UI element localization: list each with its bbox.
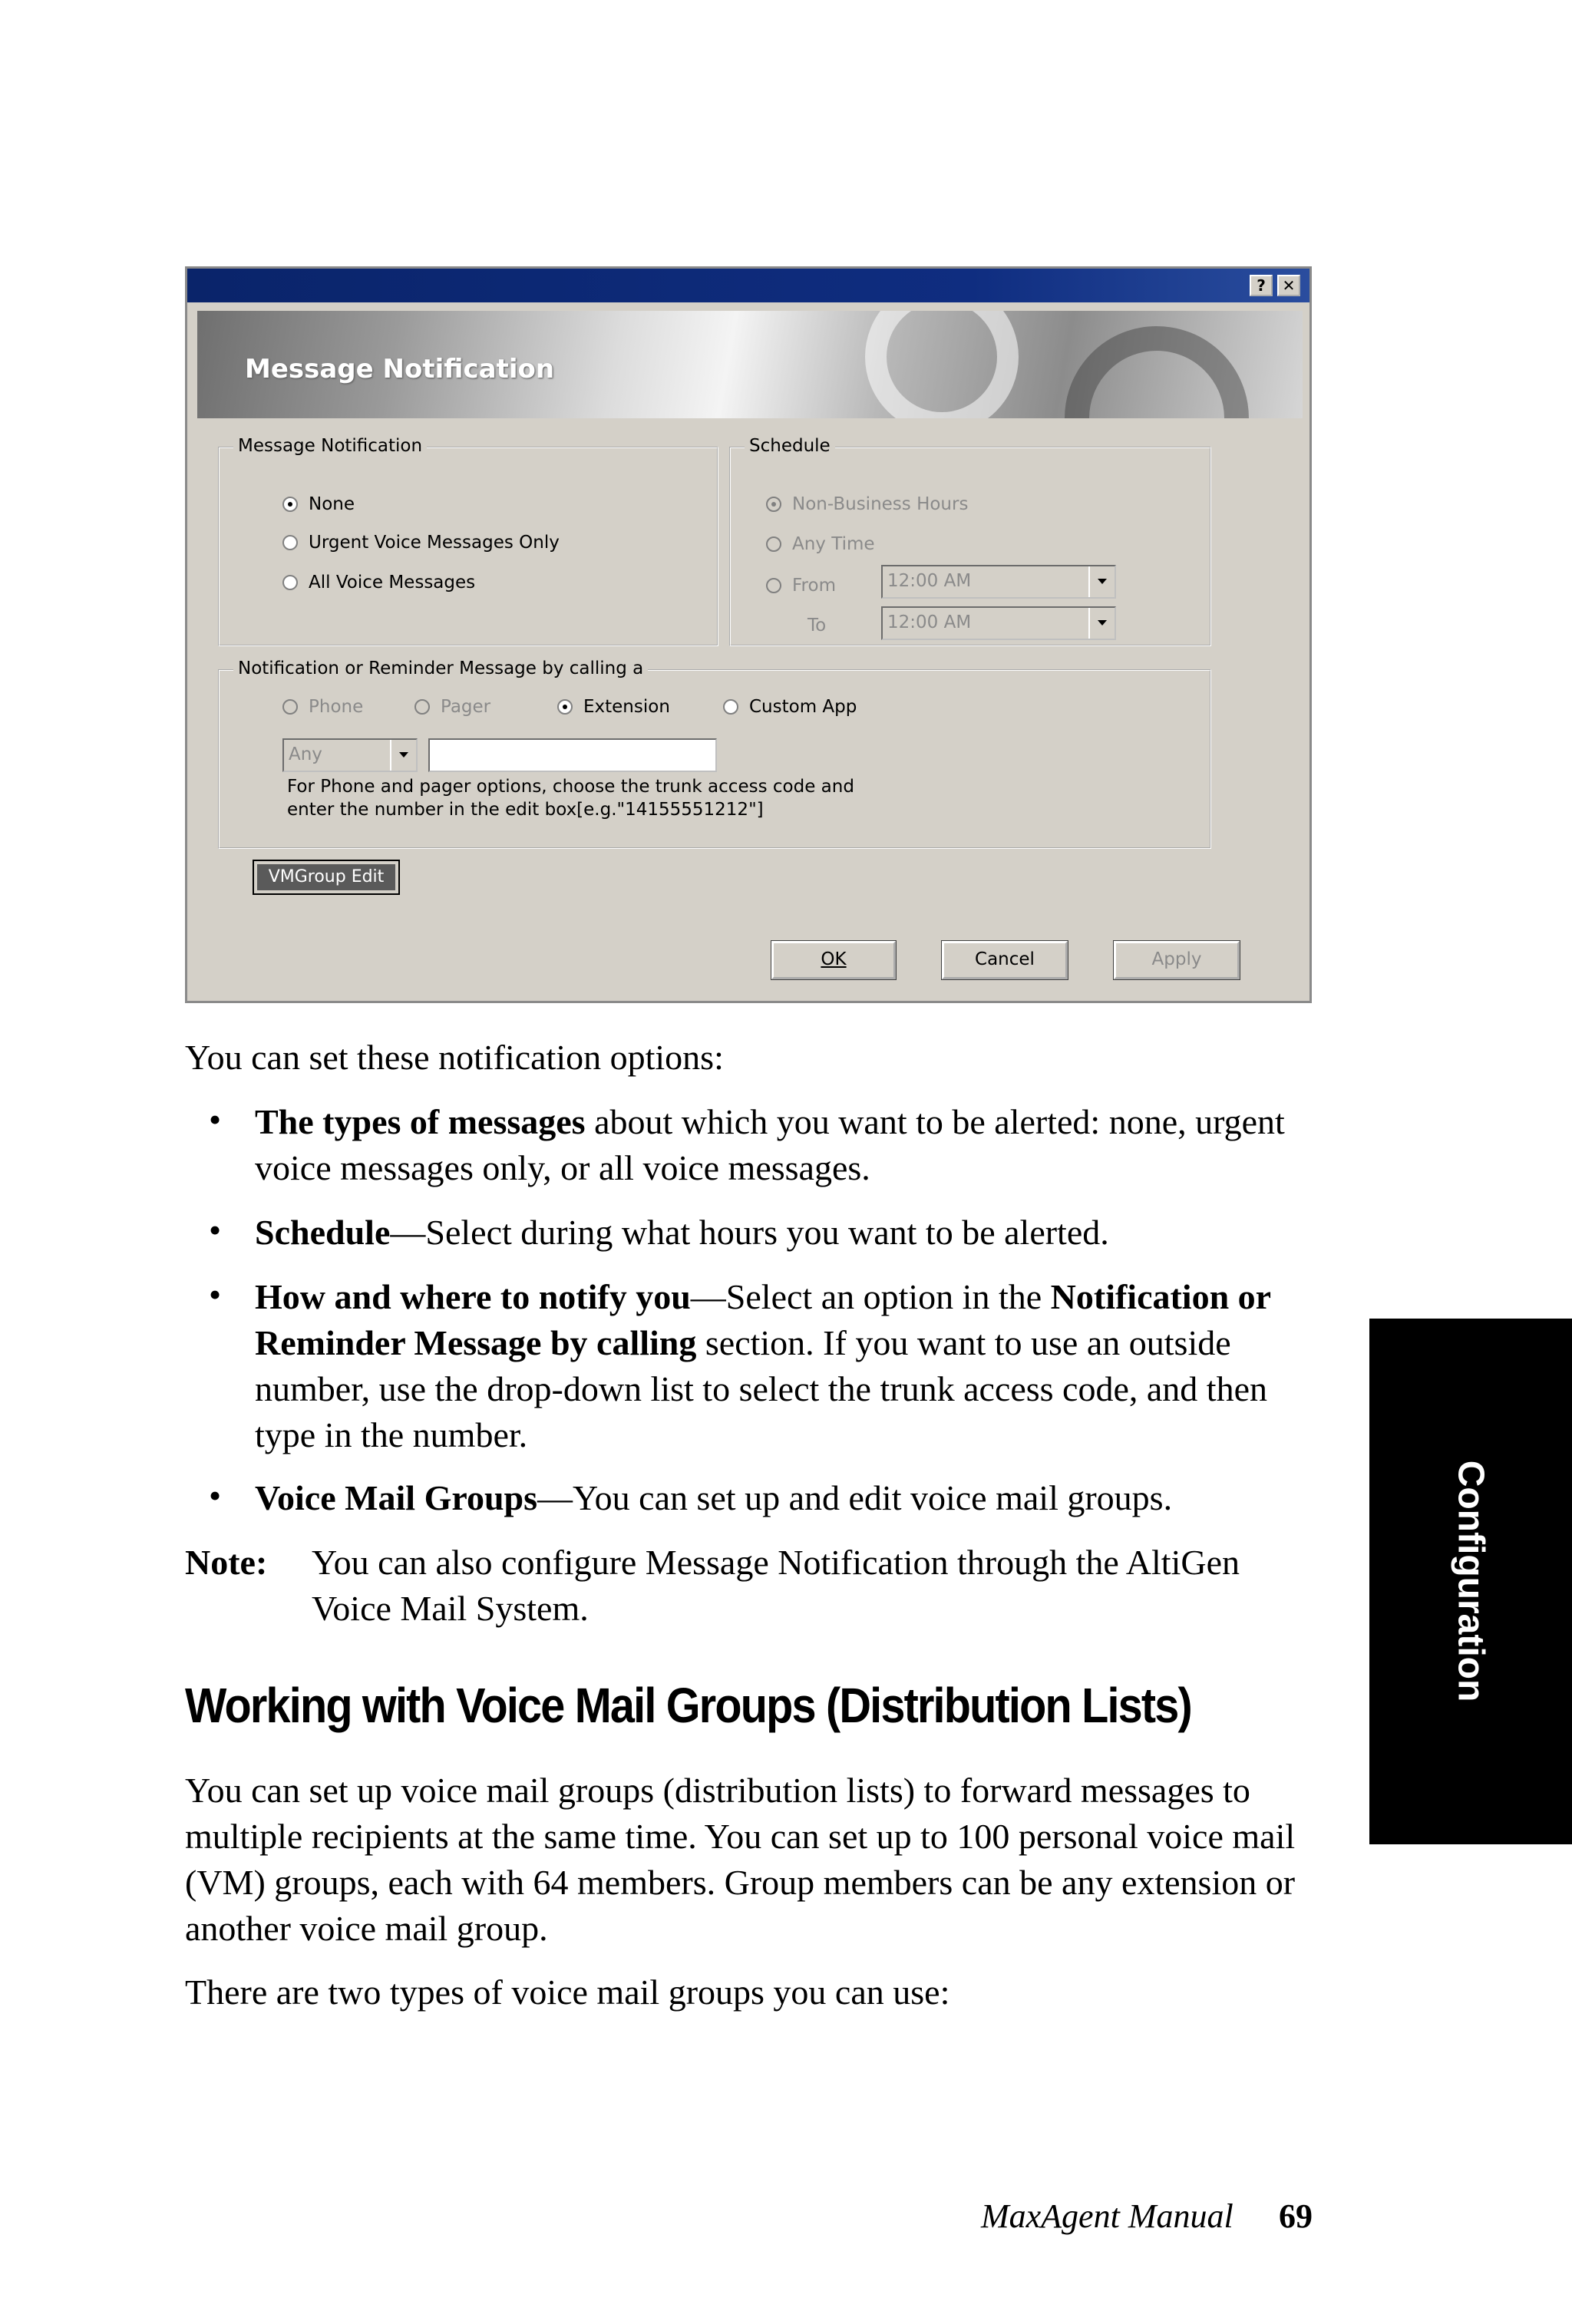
chevron-down-icon[interactable] (1088, 608, 1115, 639)
cancel-button[interactable]: Cancel (942, 941, 1068, 979)
help-button[interactable]: ? (1250, 275, 1273, 296)
note-text: You can also configure Message Notification through the AltiGen Voice Mail System. (312, 1543, 1240, 1628)
bullet-icon: • (209, 1100, 222, 1139)
radio-all-voice-messages[interactable]: All Voice Messages (282, 573, 475, 593)
paragraph: You can set up voice mail groups (distribution lists) to forward messages to multiple recipients at the same time. You can set up to 100 personal voice mail (VM) groups, each with 64 members. Group members can be any extension or another voice mail group. (185, 1771, 1296, 1948)
radio-extension[interactable]: Extension (557, 697, 670, 717)
message-notification-dialog (185, 266, 1312, 1003)
radio-button[interactable] (282, 575, 298, 590)
to-label: To (807, 616, 827, 635)
gear-icon (865, 311, 1019, 418)
radio-phone[interactable]: Phone (282, 697, 363, 717)
banner-title: Message Notification (245, 354, 555, 385)
trunk-code-select[interactable]: Any (282, 738, 418, 772)
radio-button[interactable] (414, 699, 430, 715)
radio-urgent-only[interactable]: Urgent Voice Messages Only (282, 533, 560, 553)
bullet-item: Voice Mail Groups—You can set up and edit voice mail groups. (255, 1478, 1173, 1517)
note-label: Note: (185, 1543, 268, 1582)
radio-button[interactable] (766, 536, 781, 552)
number-input[interactable] (428, 738, 717, 772)
group-label: Notification or Reminder Message by calling a (233, 659, 648, 678)
radio-non-business-hours[interactable]: Non-Business Hours (766, 494, 968, 514)
section-side-tab (1369, 1319, 1572, 1844)
chevron-down-icon[interactable] (1088, 566, 1115, 597)
group-label: Message Notification (233, 436, 427, 456)
ok-button[interactable]: OK (771, 941, 896, 979)
from-time-select[interactable]: 12:00 AM (881, 565, 1116, 599)
side-tab-label: Configuration (1450, 1460, 1491, 1702)
footer-title: MaxAgent Manual (981, 2197, 1233, 2235)
help-text-line2: enter the number in the edit box[e.g."14155551212"] (287, 800, 764, 820)
vmgroup-edit-button[interactable]: VMGroup Edit (253, 860, 400, 895)
paragraph: There are two types of voice mail groups you can use: (185, 1972, 950, 2012)
dialog-banner (197, 311, 1303, 418)
bullet-icon: • (209, 1476, 222, 1515)
group-label: Schedule (745, 436, 835, 456)
radio-from[interactable]: From (766, 576, 836, 596)
bullet-item: The types of messages about which you want to be alerted: none, urgent voice messages only, or all voice messages. (255, 1102, 1285, 1187)
radio-none[interactable]: None (282, 494, 355, 514)
message-notification-group (218, 436, 718, 646)
page-number: 69 (1279, 2197, 1313, 2235)
radio-any-time[interactable]: Any Time (766, 534, 875, 554)
bullet-icon: • (209, 1275, 222, 1314)
radio-button[interactable] (282, 535, 298, 550)
bullet-item: How and where to notify you—Select an option in the Notification or Reminder Message by calling section. If you want to use an outside number, use the drop-down list to select the trunk access code, and then type in the number. (255, 1277, 1271, 1454)
to-time-select[interactable]: 12:00 AM (881, 606, 1116, 640)
radio-button[interactable] (282, 497, 298, 512)
close-button[interactable]: ✕ (1277, 275, 1300, 296)
radio-button[interactable] (557, 699, 573, 715)
schedule-group (729, 436, 1211, 646)
radio-button[interactable] (282, 699, 298, 715)
radio-button[interactable] (766, 497, 781, 512)
radio-button[interactable] (723, 699, 738, 715)
intro-text: You can set these notification options: (185, 1038, 724, 1077)
gear-icon (1065, 326, 1249, 418)
apply-button[interactable]: Apply (1114, 941, 1240, 979)
help-text-line1: For Phone and pager options, choose the trunk access code and (287, 777, 854, 797)
radio-button[interactable] (766, 578, 781, 593)
section-heading: Working with Voice Mail Groups (Distribution Lists) (185, 1678, 1191, 1733)
radio-pager[interactable]: Pager (414, 697, 490, 717)
reminder-message-group (218, 659, 1211, 849)
radio-custom-app[interactable]: Custom App (723, 697, 857, 717)
bullet-icon: • (209, 1210, 222, 1249)
bullet-item: Schedule—Select during what hours you want to be alerted. (255, 1213, 1109, 1252)
dialog-titlebar (187, 269, 1309, 302)
chevron-down-icon[interactable] (390, 740, 416, 771)
